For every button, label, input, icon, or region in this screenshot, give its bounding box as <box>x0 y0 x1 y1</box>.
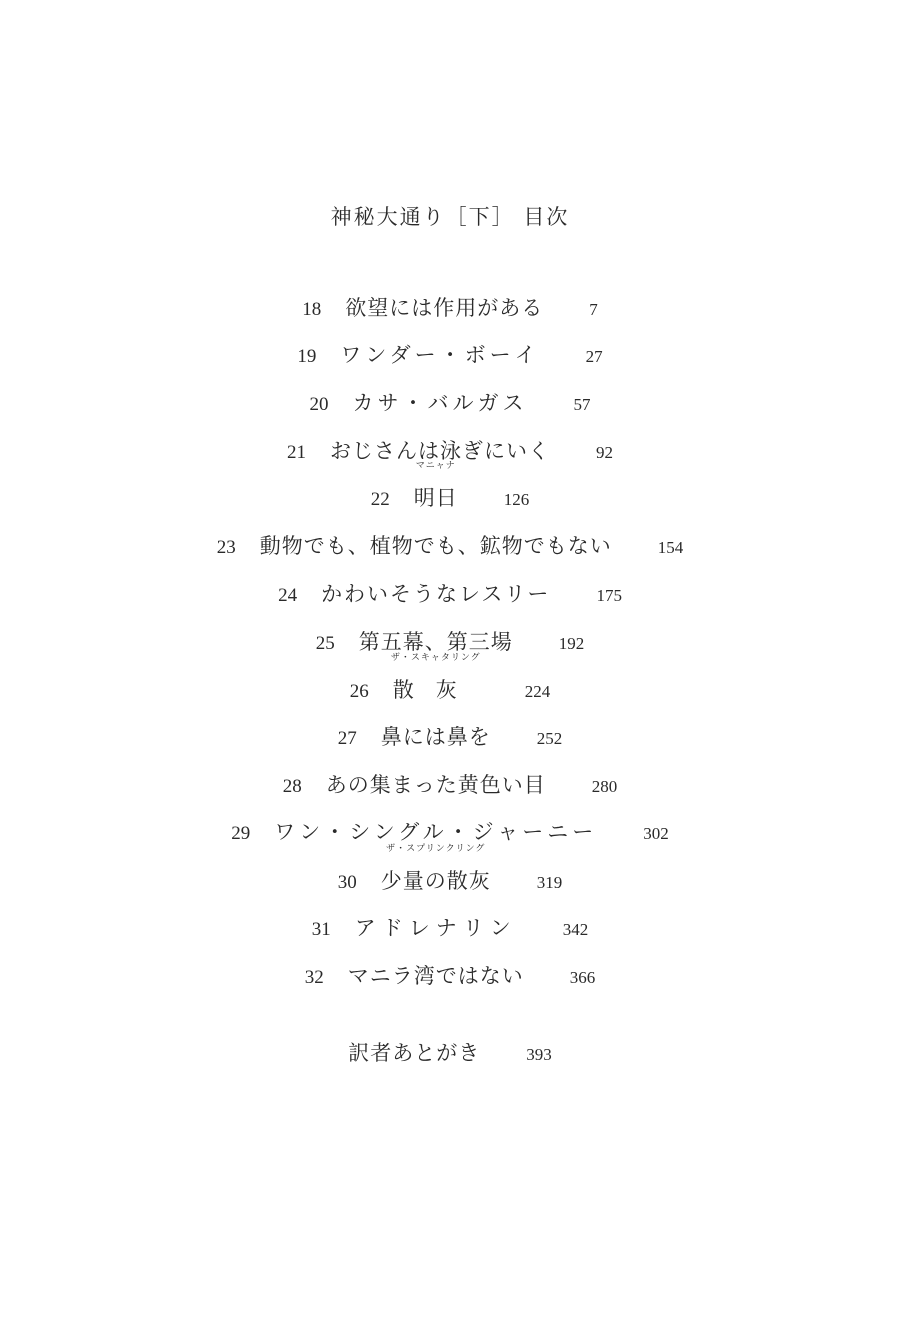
page-number: 302 <box>643 824 669 843</box>
chapter-title: アドレナリン <box>354 916 517 940</box>
chapter-title: 鼻には鼻を <box>380 725 491 749</box>
chapter-number: 24 <box>278 585 298 606</box>
toc-afterword <box>0 1033 900 1073</box>
chapter-title-with-ruby <box>413 461 458 518</box>
chapter-title: かわいそうなレスリー <box>321 582 551 606</box>
toc-entry <box>0 574 900 614</box>
afterword-title: 訳者あとがき <box>348 1041 481 1065</box>
ruby-reading: マニャナ <box>415 461 456 471</box>
chapter-title: ワンダー・ボーイ <box>340 343 540 367</box>
toc-entry <box>0 717 900 757</box>
chapter-number: 20 <box>309 394 329 415</box>
toc-entry <box>0 335 900 375</box>
chapter-number: 32 <box>304 967 324 988</box>
page-number: 192 <box>558 634 585 653</box>
page-number: 366 <box>569 968 596 987</box>
toc-entry <box>0 956 900 996</box>
toc-entry <box>0 765 900 805</box>
page-title: 神秘大通り［下］ 目次 <box>330 205 570 229</box>
chapter-number: 25 <box>315 633 335 654</box>
chapter-title: 第五幕、第三場 <box>358 630 513 654</box>
chapter-title: 散灰 <box>392 678 479 702</box>
chapter-number: 31 <box>311 919 331 940</box>
chapter-title: あの集まった黄色い目 <box>325 773 546 797</box>
chapter-title: マニラ湾ではない <box>347 964 524 988</box>
ruby-reading: ザ・スプリンクリング <box>386 844 486 854</box>
chapter-title: ワン・シングル・ジャーニー <box>274 820 598 844</box>
page-number: 57 <box>573 395 591 414</box>
page-number: 7 <box>589 300 598 319</box>
page-number: 342 <box>562 920 589 939</box>
chapter-title: 欲望には作用がある <box>345 296 544 320</box>
toc-entry <box>0 288 900 328</box>
chapter-title-with-ruby <box>380 844 491 901</box>
chapter-number: 21 <box>287 442 306 463</box>
chapter-number: 28 <box>282 776 302 797</box>
toc-entry <box>0 908 900 948</box>
page-number: 92 <box>596 443 613 462</box>
chapter-title: カサ・バルガス <box>352 391 528 415</box>
toc-entry <box>0 653 900 710</box>
ruby-reading: ザ・スキャタリング <box>390 653 481 663</box>
chapter-number: 19 <box>297 346 317 367</box>
chapter-number: 26 <box>349 681 369 702</box>
toc-entry <box>0 461 900 518</box>
toc-entry <box>0 844 900 901</box>
toc-entry <box>0 383 900 423</box>
page-number: 154 <box>657 538 684 557</box>
chapter-title: 明日 <box>413 486 458 510</box>
chapter-title: 少量の散灰 <box>380 869 491 893</box>
chapter-title: 動物でも、植物でも、鉱物でもない <box>259 534 612 558</box>
chapter-number: 27 <box>337 728 357 749</box>
page-number: 393 <box>526 1045 552 1064</box>
chapter-number: 22 <box>370 489 390 510</box>
page-number: 175 <box>596 586 622 605</box>
page-number: 27 <box>585 347 603 366</box>
toc-entry <box>0 526 900 566</box>
chapter-title-with-ruby <box>390 653 481 710</box>
page-number: 319 <box>536 873 563 892</box>
page-number: 126 <box>503 490 530 509</box>
chapter-title: おじさんは泳ぎにいく <box>330 439 550 463</box>
page-number: 252 <box>536 729 563 748</box>
chapter-number: 23 <box>216 537 236 558</box>
chapter-number: 29 <box>231 823 251 844</box>
page-number: 224 <box>524 682 551 701</box>
chapter-number: 18 <box>302 299 322 320</box>
page-number: 280 <box>591 777 618 796</box>
chapter-number: 30 <box>337 872 357 893</box>
